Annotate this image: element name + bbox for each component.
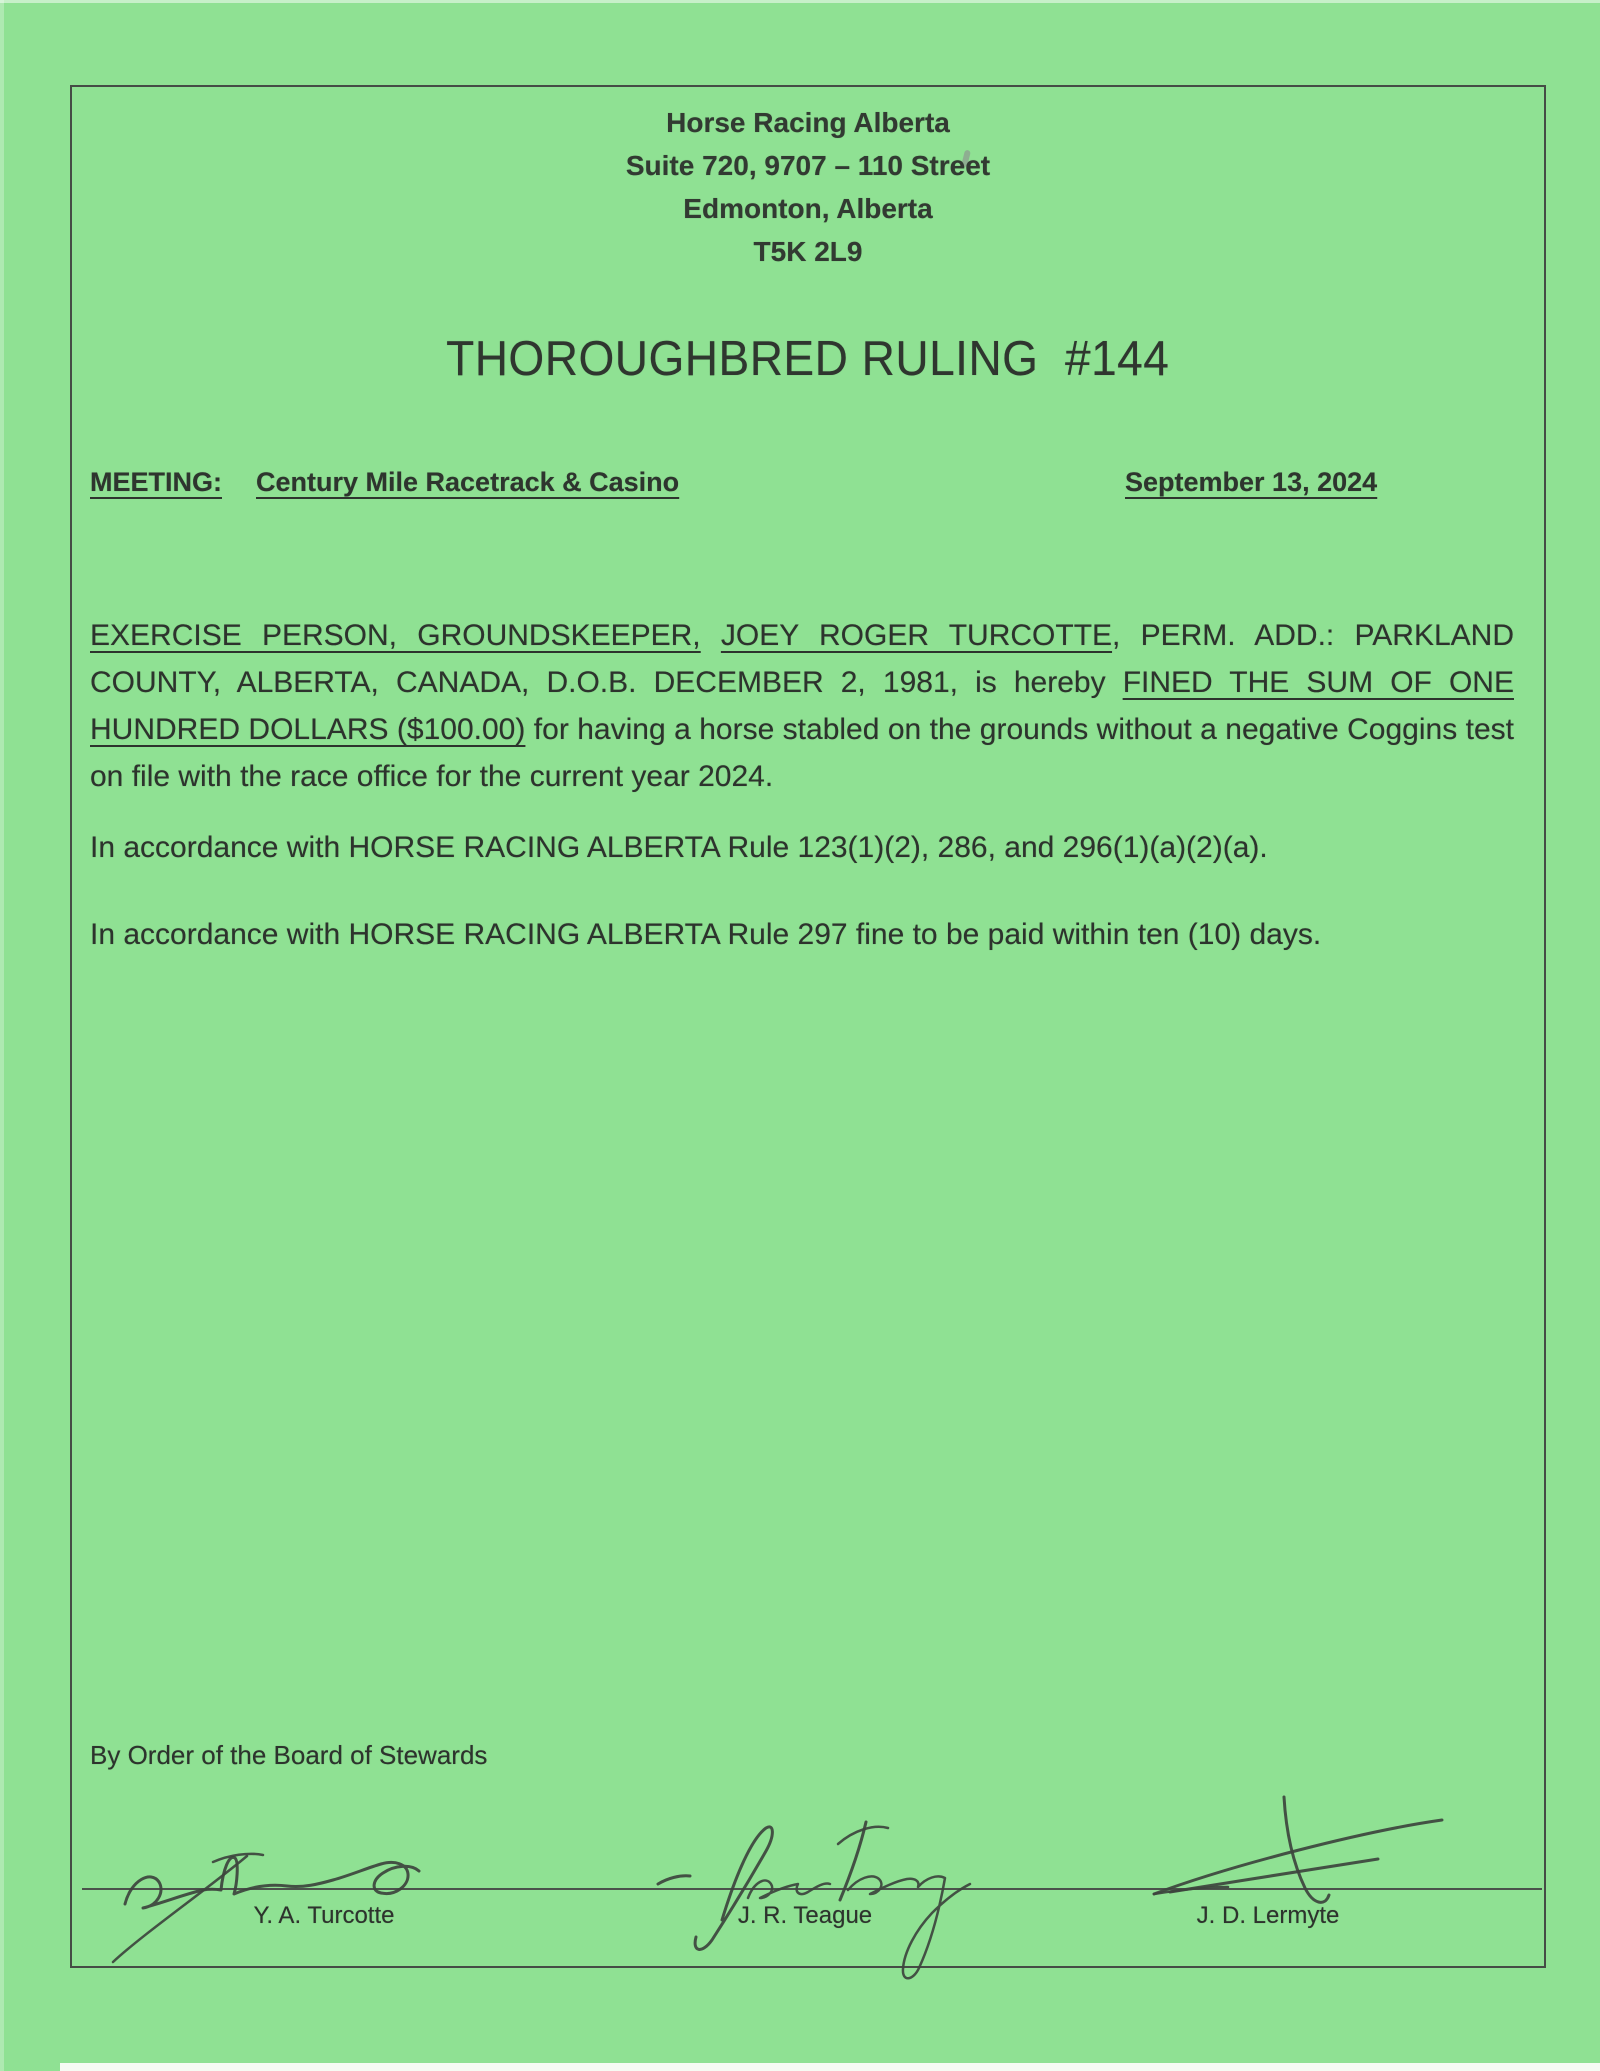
by-order-line: By Order of the Board of Stewards — [90, 1740, 488, 1770]
ruling-title-text: THOROUGHBRED RULING #144 — [446, 332, 1170, 386]
meeting-value: Century Mile Racetrack & Casino — [256, 467, 680, 497]
meeting-date: September 13, 2024 — [1125, 467, 1378, 497]
ruling-paragraph — [90, 612, 1514, 800]
org-postal-code: T5K 2L9 — [753, 236, 863, 267]
document-border-frame — [70, 85, 1546, 1968]
payment-term-paragraph: In accordance with HORSE RACING ALBERTA Rule 297 fine to be paid within ten (10) days. — [90, 918, 1322, 951]
meeting-label: MEETING: — [90, 467, 222, 497]
licensee-name: JOEY ROGER TURCOTTE — [720, 619, 1113, 652]
org-name: Horse Racing Alberta — [666, 107, 950, 138]
scan-edge-left — [0, 0, 4, 2071]
signatory-name-turcotte: Y. A. Turcotte — [253, 1902, 395, 1929]
letterhead — [72, 101, 1544, 273]
space — [701, 619, 721, 652]
signatory-name-teague: J. R. Teague — [737, 1902, 873, 1929]
meeting-row — [90, 467, 1510, 507]
org-city-line: Edmonton, Alberta — [683, 193, 933, 224]
org-address-line: Suite 720, 9707 – 110 Street — [625, 150, 991, 181]
ruling-title — [72, 331, 1544, 387]
signatory-name-lermyte: J. D. Lermyte — [1196, 1902, 1340, 1929]
fine-amount: FINED THE SUM OF ONE HUNDRED DOLLARS ($100.00) — [90, 666, 1514, 746]
ruling-text-middle: , PERM. ADD.: PARKLAND COUNTY, ALBERTA, CANADA, D.O.B. DECEMBER 2, 1981, is hereby — [90, 619, 1514, 699]
scan-edge-top — [0, 0, 1600, 3]
scan-edge-bottom — [60, 2063, 1600, 2071]
licensee-role: EXERCISE PERSON, GROUNDSKEEPER, — [90, 619, 701, 652]
rule-reference-paragraph: In accordance with HORSE RACING ALBERTA Rule 123(1)(2), 286, and 296(1)(a)(2)(a). — [90, 831, 1268, 864]
ruling-text-end: for having a horse stabled on the grounds without a negative Coggins test on file with the race office for the current year 2024. — [90, 713, 1514, 793]
